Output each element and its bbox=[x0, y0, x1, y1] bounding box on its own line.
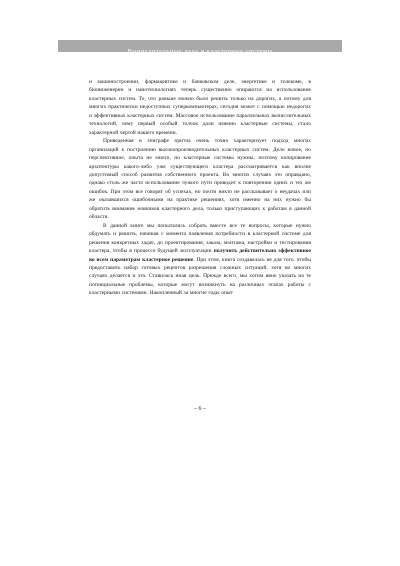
paragraph-text: . При этом, книга создавалась не для того, чтобы предоставить набор готовых рецептов разрешения сложных ситуаций, хотя во многих случаях делается и это. Ставилась иная цель. Прежде всего, мы хотим явно указать на те потенциальные проблемы, которые могут возникнуть на различных этапах работы с кластерными системами. Накопленный за многие годы опыт bbox=[89, 256, 311, 297]
paragraph-text: Приведенная в эпиграфе притча очень точно характеризует подход многих организаций к построению высокопроизводительных кластерных систем. Дело новое, но перспективное, опыта не много, но кластерные системы нужны, поэтому копирование архитектуры какого-либо уже существующего кластера рассматривается как вполне допустимый способ развития собственного проекта. Во многих случаях это оправдано, однако столь же часто использование чужого пути приводит к повторению одних и тех же ошибок. При этом все говорят об успехах, но почти никто не рассказывает о неудачах или же оказавшихся ошибочными на практике решениях, хотя именно на них нужно бы обратить внимание новичков кластерного дела, только приступающих к работам в данной области. bbox=[89, 138, 311, 221]
running-header bbox=[58, 40, 342, 55]
running-header-title: Вычислительные дела и кластерные системы bbox=[127, 48, 273, 55]
body-text bbox=[89, 78, 311, 298]
bold-emphasis-text: получить действительно эффективное во всем параметрам кластерное решение bbox=[89, 248, 311, 263]
page-number: – 6 – bbox=[194, 406, 206, 412]
paragraph bbox=[89, 78, 311, 137]
paragraph bbox=[89, 137, 311, 222]
paragraph bbox=[89, 222, 311, 298]
paragraph-text: и машиностроении, фармацевтике и банковском деле, энергетике и телекоме, в биоинженерии и нанотехнологиях теперь существенно опираются на использование кластерных систем. То, что раньше можно было решить только на дорогих, а потому для многих практически недоступных суперкомпьютерах, сегодня может с помощью недорогих и эффективных кластерных систем. Массовое использование параллельных вычислительных технологий, чему первый особый толчок дали именно кластерные системы, стало характерной чертой нашего времени. bbox=[89, 79, 311, 136]
paragraph-text: В данной книге мы попытались собрать вместе все те вопросы, которые нужно обдумать и решить, начиная с момента появления потребности в кластерной системе для решения конкретных задач, до проектирования, заказа, монтажа, настройки и тестирования кластера, чтобы в процессе будущей эксплуатации bbox=[89, 222, 311, 255]
